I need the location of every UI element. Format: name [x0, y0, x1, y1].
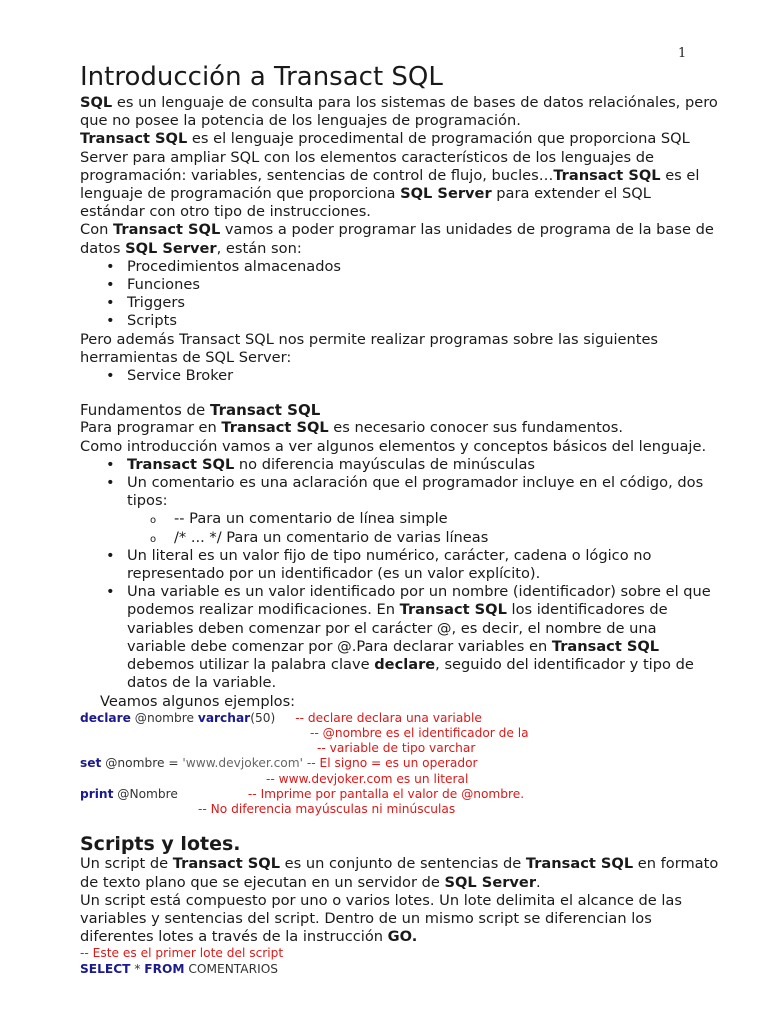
code-block-variables: [80, 711, 720, 817]
list-item: • Un comentario es una aclaración que el programador incluye en el código, dos tipos: o -- Para un comentario de línea simple o /* ... */ Para un comentario de varias líneas: [80, 474, 720, 547]
list-item: • Transact SQL no diferencia mayúsculas de minúsculas: [80, 456, 720, 474]
scripts-paragraph-2: Un script está compuesto por uno o varios lotes. Un lote delimita el alcance de las variables y sentencias del script. Dentro de un mismo script se diferencian los diferentes lotes a través de la instrucción GO.: [80, 891, 682, 946]
examples-intro: Veamos algunos ejemplos:: [100, 692, 296, 710]
intro-paragraph-2: Transact SQL es el lenguaje procedimental de programación que proporciona SQL Server para ampliar SQL con los elementos característicos de los lenguajes de programación: variables, sentencias de control de flujo, bucles…Transact SQL es el lenguaje de programación que proporciona SQL Server para extender el SQL estándar con otro tipo de instrucciones.: [80, 130, 700, 221]
code-line: -- www.devjoker.com es un literal: [266, 771, 469, 786]
tools-list: [80, 367, 720, 385]
code-line: -- Este es el primer lote del script: [80, 946, 284, 961]
list-item: • Triggers: [80, 294, 720, 312]
section-heading-fundamentos: Fundamentos de Transact SQL: [80, 401, 321, 420]
scripts-paragraph-1: Un script de Transact SQL es un conjunto de sentencias de Transact SQL en formato de texto plano que se ejecutan en un servidor de SQL Server.: [80, 855, 719, 891]
code-line: -- No diferencia mayúsculas ni minúsculas: [198, 801, 456, 816]
fundamentos-paragraph-1: Para programar en Transact SQL es necesario conocer sus fundamentos.: [80, 419, 623, 437]
list-item: • Service Broker: [80, 367, 720, 385]
intro-paragraph-3: Con Transact SQL vamos a poder programar las unidades de programa de la base de datos SQL Server, están son:: [80, 221, 714, 257]
code-line: -- variable de tipo varchar: [317, 741, 476, 756]
document-body: [80, 94, 720, 977]
page-number: 1: [678, 46, 687, 61]
section-heading-scripts: Scripts y lotes.: [80, 833, 241, 856]
code-line: declare @nombre varchar(50) -- declare declara una variable: [80, 710, 482, 725]
list-item: • Scripts: [80, 312, 720, 330]
code-line: -- @nombre es el identificador de la: [310, 725, 529, 740]
comment-types-list: [80, 510, 720, 546]
list-item: • Un literal es un valor fijo de tipo numérico, carácter, cadena o lógico no representado por un identificador (es un valor explícito).: [80, 547, 720, 583]
list-item: o -- Para un comentario de línea simple: [80, 510, 720, 528]
list-item: • Funciones: [80, 276, 720, 294]
fundamentos-paragraph-2: Como introducción vamos a ver algunos elementos y conceptos básicos del lenguaje.: [80, 437, 707, 455]
list-item: • Una variable es un valor identificado por un nombre (identificador) sobre el que podemos realizar modificaciones. En Transact SQL los identificadores de variables deben comenzar por el carácter @, es decir, el nombre de una variable debe comenzar por @.Para declarar variables en Transact SQL debemos utilizar la palabra clave declare, seguido del identificador y tipo de datos de la variable.: [80, 583, 720, 692]
fundamentos-list: [80, 456, 720, 693]
program-units-list: [80, 258, 720, 331]
code-block-lotes: [80, 946, 720, 976]
code-line: SELECT * FROM COMENTARIOS: [80, 961, 279, 976]
page-title: Introducción a Transact SQL: [80, 62, 443, 92]
code-line: print @Nombre -- Imprime por pantalla el valor de @nombre.: [80, 786, 525, 801]
intro-paragraph-4: Pero además Transact SQL nos permite realizar programas sobre las siguientes herramientas de SQL Server:: [80, 330, 659, 366]
intro-paragraph-1: SQL es un lenguaje de consulta para los sistemas de bases de datos relaciónales, pero que no posee la potencia de los lenguajes de programación.: [80, 94, 718, 130]
list-item: • Procedimientos almacenados: [80, 258, 720, 276]
list-item: o /* ... */ Para un comentario de varias líneas: [80, 529, 720, 547]
code-line: set @nombre = 'www.devjoker.com' -- El signo = es un operador: [80, 756, 478, 771]
